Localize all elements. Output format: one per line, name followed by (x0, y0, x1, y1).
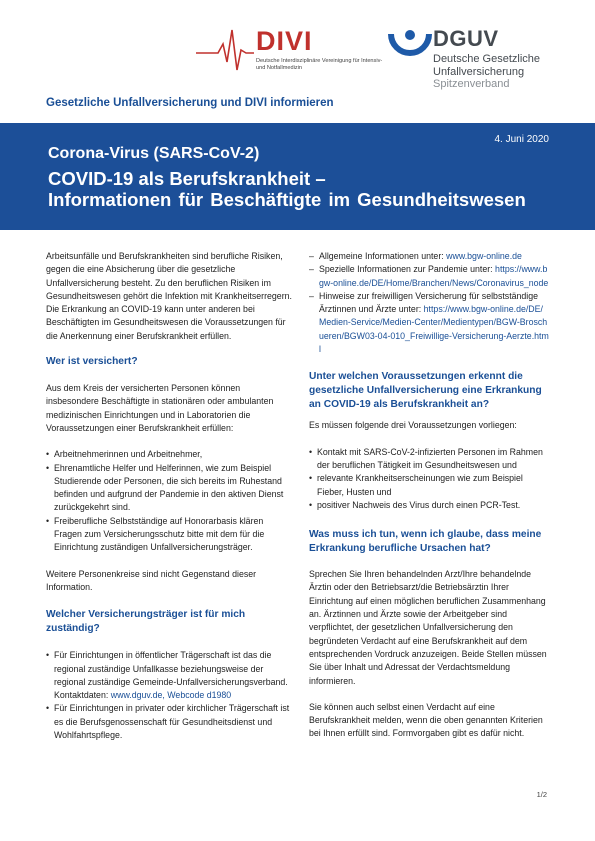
todo-paragraph-2: Sie können auch selbst einen Verdacht auf eine Berufskrankheit melden, wenn die oben genannten Kriterien bei Ihnen erfüllt sind. Formvorgaben gibt es dafür nicht. (309, 701, 543, 739)
conditions-list (309, 446, 549, 512)
conditions-intro: Es müssen folgende drei Voraussetzungen vorliegen: (309, 420, 517, 431)
title-line-2: COVID-19 als Berufskrankheit – (48, 168, 326, 189)
list-item (309, 290, 549, 356)
publication-date: 4. Juni 2020 (494, 134, 549, 145)
insured-list (46, 448, 292, 554)
intro-paragraph: Arbeitsunfälle und Berufskrankheiten sind berufliche Risiken, gegen die eine Absicherung über die gesetzliche Unfallversicherung besteht. Zu den beruflichen Risiken im Gesundheitswesen gehört die Infektion mit Krankheitserregern. Die Erkrankung an COVID-19 kann unter anderen bei Beschäftigten im Gesundheitswesen die Voraussetzungen für die Anerkennung einer Berufskrankheit erfüllen. (46, 251, 292, 341)
list-item: • positiver Nachweis des Virus durch einen PCR-Test. (309, 499, 549, 512)
left-column (46, 250, 292, 742)
list-item (309, 263, 549, 290)
link-intro-text: Spezielle Informationen zur Pandemie unter: (319, 264, 496, 275)
title-line-3: Informationen für Beschäftigte im Gesundheitswesen (48, 189, 526, 210)
heading-carrier: Welcher Versicherungsträger ist für mich zuständig? (46, 609, 246, 635)
title-line-1: Corona-Virus (SARS-CoV-2) (48, 145, 260, 162)
dguv-line-2: Unfallversicherung (433, 65, 525, 78)
dguv-line-1: Deutsche Gesetzliche (433, 53, 540, 65)
bgw-link[interactable]: www.bgw-online.de (446, 251, 522, 261)
divi-subtitle: Deutsche Interdisziplinäre Vereinigung für Intensiv- und Notfallmedizin (256, 58, 383, 72)
list-item (46, 649, 292, 702)
divi-logo-text: DIVI (256, 26, 313, 56)
heading-conditions: Unter welchen Voraussetzungen erkennt die gesetzliche Unfallversicherung eine Erkrankung an COVID-19 als Berufskrankheit an? (309, 371, 542, 411)
page-number: 1/2 (536, 790, 547, 799)
list-item (309, 250, 549, 263)
todo-paragraph-1: Sprechen Sie Ihren behandelnden Arzt/Ihre behandelnde Ärztin oder den Betriebsarzt/die Betriebsärztin Ihrer Einrichtung auf einen möglichen beruflichen Zusammenhang an. Ärztinnen und Ärzte sowie der Arbeitgeber sind verpflichtet, der gesetzlichen Unfallversicherung den begründeten Verdacht auf eine Berufskrankheit auf dem entsprechenden Vordruck anzuzeigen. Beide Stellen müssen Sie über Inhalt und Adressat der Verdachtsmeldung informieren. (309, 569, 547, 686)
dguv-organisation (433, 53, 540, 91)
carrier-list (46, 649, 292, 742)
dguv-logo-icon (388, 28, 432, 68)
list-item: • Ehrenamtliche Helfer und Helferinnen, wie zum Beispiel Studierende oder Personen, die sich bereits im Ruhestand befinden und aufgrund der Pandemie in den aktiven Dienst zurückgekehrt sind. (46, 462, 292, 515)
list-item: • relevante Krankheitserscheinungen wie zum Beispiel Fieber, Husten und (309, 472, 549, 499)
heading-todo: Was muss ich tun, wenn ich glaube, dass meine Erkrankung berufliche Ursachen hat? (309, 529, 542, 555)
list-item: • Für Einrichtungen in privater oder kirchlicher Trägerschaft ist es die Berufsgenossenschaft für Gesundheitsdienst und Wohlfahrtspflege. (46, 702, 292, 742)
insured-intro: Aus dem Kreis der versicherten Personen können insbesondere Beschäftigte in stationären oder ambulanten medizinischen Einrichtungen und in Laboratorien die Voraussetzungen einer Berufskrankheit erfüllen: (46, 383, 274, 433)
link-intro-text: Hinweise zur freiwilligen Versicherung für selbstständige Ärztinnen und Ärzte unter: (319, 290, 539, 315)
bgw-pandemic-link[interactable]: https://www.bgw-online.de/DE/Home/Branchen/News/Coronavirus_node (319, 264, 549, 288)
insured-outro: Weitere Personenkreise sind nicht Gegenstand dieser Information. (46, 568, 257, 592)
dguv-line-3: Spitzenverband (433, 78, 510, 90)
right-column (309, 250, 549, 741)
dguv-logo-text: DGUV (433, 26, 499, 51)
links-list (309, 250, 549, 356)
heading-insured: Wer ist versichert? (46, 356, 138, 368)
bgw-insurance-link[interactable]: https://www.bgw-online.de/DE/Medien-Service/Medien-Center/Medientypen/BGW-Broschueren/BGW03-04-010_Freiwillige-Versicherung-Aerzte.html (319, 304, 549, 355)
dguv-webcode-link[interactable]: www.dguv.de, Webcode d1980 (110, 690, 232, 701)
kicker-line: Gesetzliche Unfallversicherung und DIVI informieren (46, 97, 334, 109)
list-item: • Freiberufliche Selbstständige auf Honorarbasis klären Fragen zum Versicherungsschutz bitte mit dem für die Einrichtung zuständigen Unfallversicherungsträger. (46, 515, 292, 555)
list-item: • Arbeitnehmerinnen und Arbeitnehmer, (46, 448, 292, 461)
carrier-1-text: Für Einrichtungen in öffentlicher Trägerschaft ist das die regional zuständige Unfallkasse beziehungsweise der regional zuständige Gemeinde-Unfallversicherungsverband. Kontaktdaten: (54, 650, 288, 701)
list-item: • Kontakt mit SARS-CoV-2-infizierten Personen im Rahmen der beruflichen Tätigkeit im Gesundheitswesen und (309, 446, 549, 473)
link-intro-text: Allgemeine Informationen unter: (319, 251, 447, 261)
